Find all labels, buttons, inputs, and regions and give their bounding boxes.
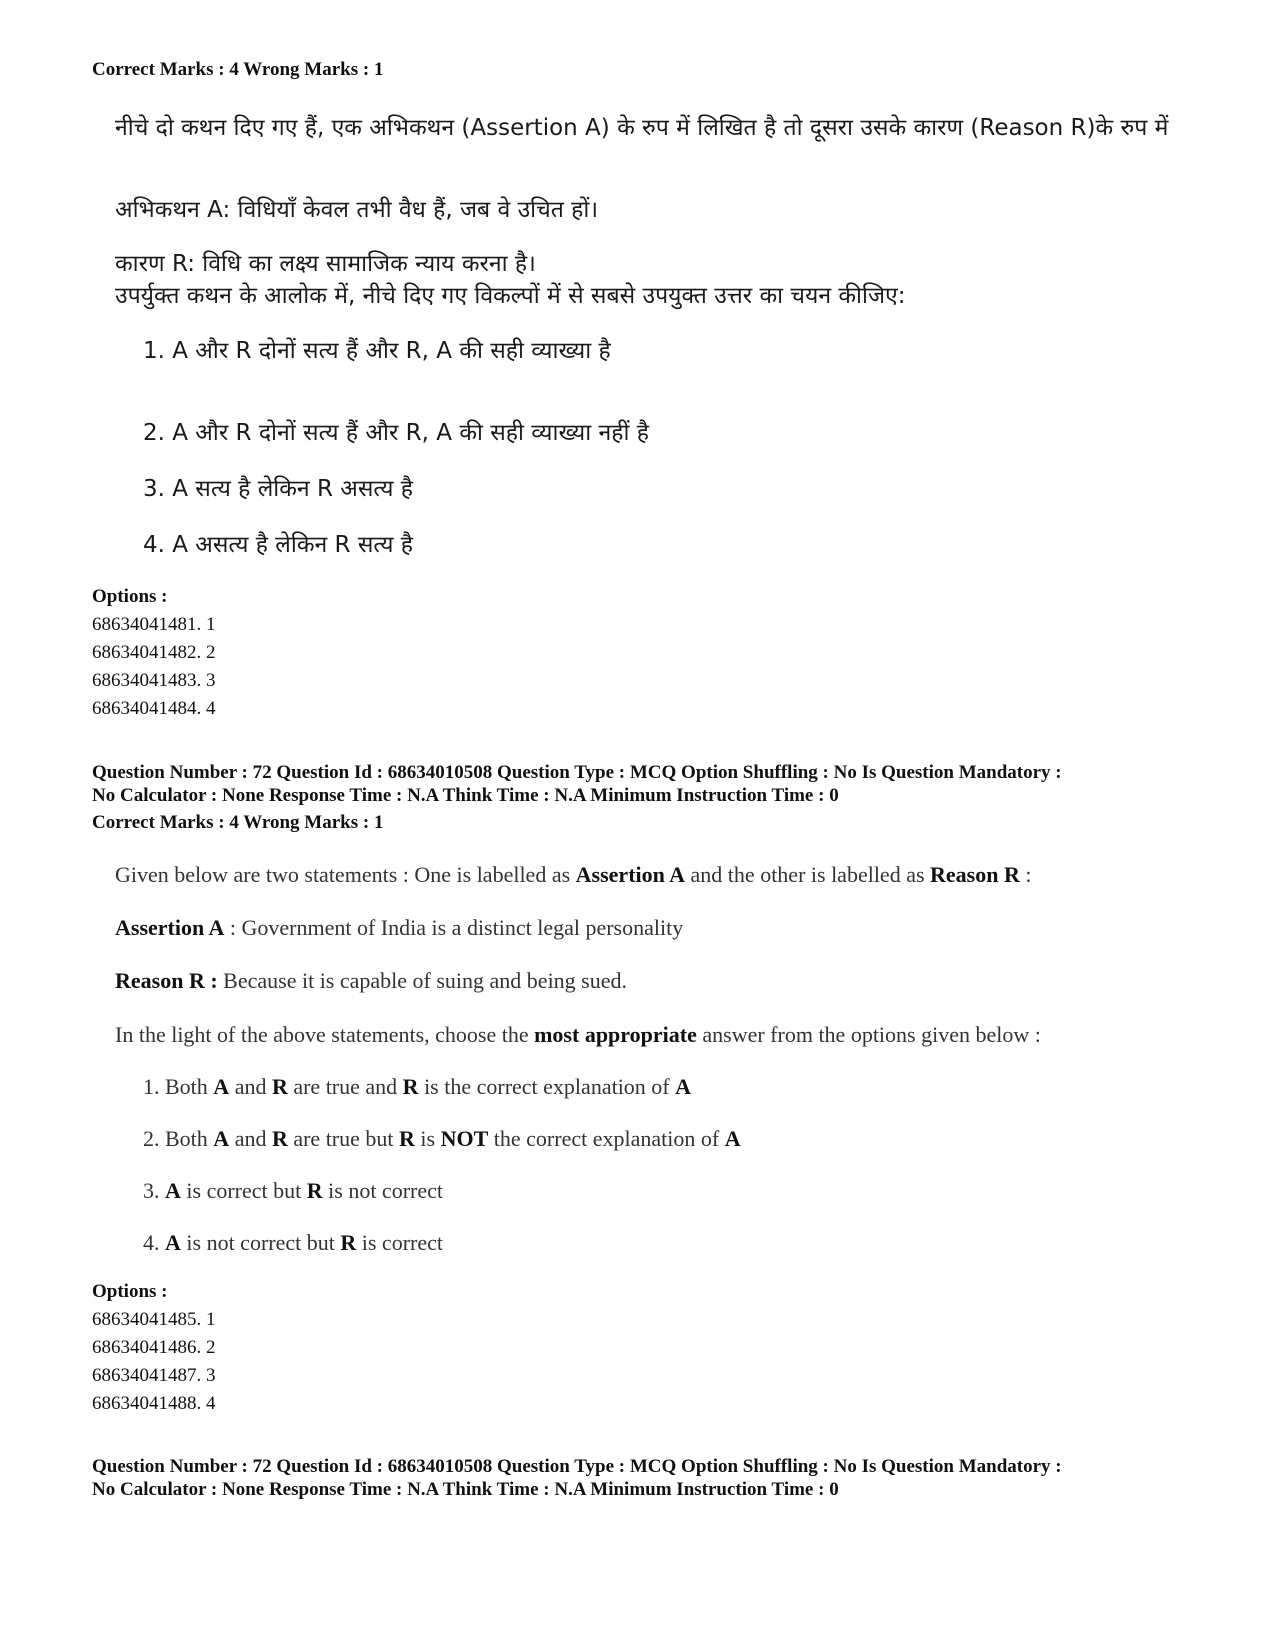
- q72-header-line2: No Calculator : None Response Time : N.A Think Time : N.A Minimum Instruction Time : 0: [92, 785, 839, 806]
- q72-option-2: 68634041486. 2: [92, 1337, 216, 1358]
- q71-reason: कारण R: विधि का लक्ष्य सामाजिक न्याय करना है।: [115, 251, 536, 277]
- q73-header-line1: Question Number : 72 Question Id : 68634010508 Question Type : MCQ Option Shuffling : No Is Question Mandatory :: [92, 1456, 1062, 1477]
- q71-option-2: 68634041482. 2: [92, 642, 216, 663]
- q72-reason: Reason R : Because it is capable of suing and being sued.: [115, 968, 628, 993]
- q71-intro: नीचे दो कथन दिए गए हैं, एक अभिकथन (Assertion A) के रुप में लिखित है तो दूसरा उसके कारण (Reason R)के रुप में: [115, 115, 1169, 141]
- q72-instruction: In the light of the above statements, choose the most appropriate answer from the options given below :: [115, 1022, 1041, 1047]
- q71-choice-4: 4. A असत्य है लेकिन R सत्य है: [143, 532, 413, 558]
- q72-header-line1: Question Number : 72 Question Id : 68634010508 Question Type : MCQ Option Shuffling : No Is Question Mandatory :: [92, 762, 1062, 783]
- q72-option-1: 68634041485. 1: [92, 1309, 216, 1330]
- q71-marks: Correct Marks : 4 Wrong Marks : 1: [92, 59, 384, 80]
- q72-assertion: Assertion A : Government of India is a distinct legal personality: [115, 915, 684, 940]
- q72-options-label: Options :: [92, 1281, 168, 1302]
- q73-header-line2: No Calculator : None Response Time : N.A Think Time : N.A Minimum Instruction Time : 0: [92, 1479, 839, 1500]
- q72-intro: Given below are two statements : One is labelled as Assertion A and the other is labelled as Reason R :: [115, 862, 1032, 887]
- q72-choice-3: 3. A is correct but R is not correct: [143, 1178, 443, 1203]
- q71-choice-3: 3. A सत्य है लेकिन R असत्य है: [143, 476, 413, 502]
- q72-marks: Correct Marks : 4 Wrong Marks : 1: [92, 812, 384, 833]
- q71-choice-1: 1. A और R दोनों सत्य हैं और R, A की सही व्याख्या है: [143, 338, 611, 364]
- q72-option-4: 68634041488. 4: [92, 1393, 216, 1414]
- q71-instruction: उपर्युक्त कथन के आलोक में, नीचे दिए गए विकल्पों में से सबसे उपयुक्त उत्तर का चयन कीजिए:: [115, 283, 906, 309]
- q72-option-3: 68634041487. 3: [92, 1365, 216, 1386]
- q71-option-1: 68634041481. 1: [92, 614, 216, 635]
- q71-options-label: Options :: [92, 586, 168, 607]
- q72-choice-4: 4. A is not correct but R is correct: [143, 1230, 443, 1255]
- q72-choice-1: 1. Both A and R are true and R is the correct explanation of A: [143, 1074, 692, 1099]
- q71-choice-2: 2. A और R दोनों सत्य हैं और R, A की सही व्याख्या नहीं है: [143, 420, 649, 446]
- q71-option-3: 68634041483. 3: [92, 670, 216, 691]
- q71-option-4: 68634041484. 4: [92, 698, 216, 719]
- q72-choice-2: 2. Both A and R are true but R is NOT the correct explanation of A: [143, 1126, 741, 1151]
- q71-assertion: अभिकथन A: विधियाँ केवल तभी वैध हैं, जब वे उचित हों।: [115, 197, 599, 223]
